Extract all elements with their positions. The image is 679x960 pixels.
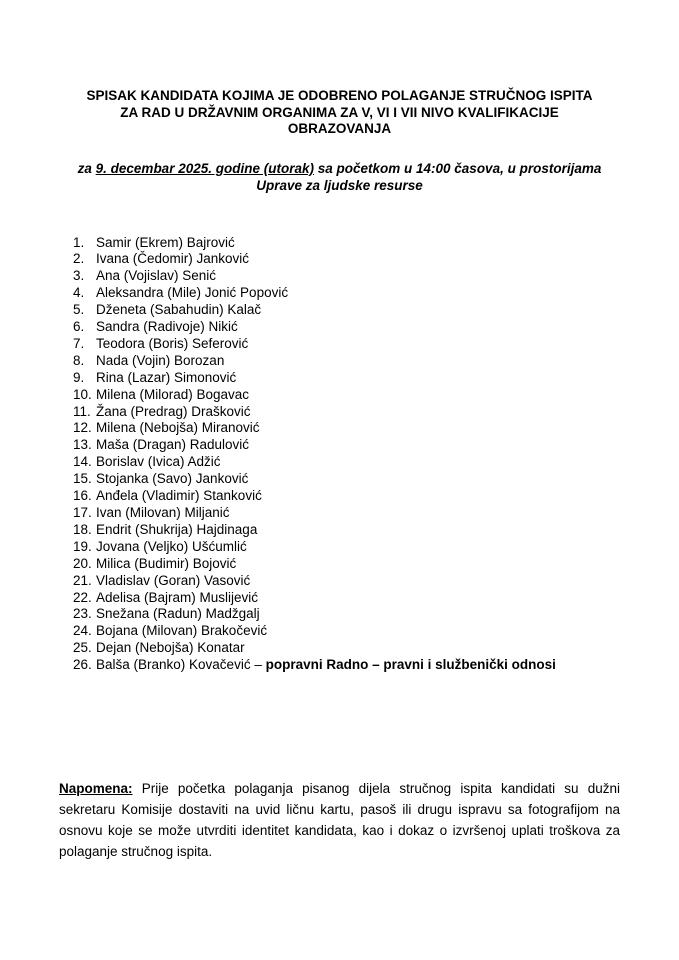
list-item	[73, 522, 620, 539]
list-item	[73, 539, 620, 556]
candidate-name: Samir (Ekrem) Bajrović	[96, 234, 235, 250]
candidate-name: Adelisa (Bajram) Muslijević	[96, 589, 259, 605]
candidate-entry	[96, 404, 251, 421]
list-item	[73, 302, 620, 319]
list-item	[73, 454, 620, 471]
candidate-entry	[96, 471, 248, 488]
candidate-name: Žana (Predrag) Drašković	[96, 403, 251, 419]
candidate-name: Dejan (Nebojša) Konatar	[96, 640, 245, 656]
candidate-entry	[96, 437, 249, 454]
session-info	[59, 160, 620, 195]
candidate-entry	[96, 251, 249, 268]
candidate-name: Snežana (Radun) Madžgalj	[96, 606, 260, 622]
item-number: 26.	[73, 657, 92, 673]
item-number: 12.	[73, 420, 92, 436]
item-number: 18.	[73, 521, 92, 537]
candidate-name: Maša (Dragan) Radulović	[96, 437, 250, 453]
list-item	[73, 404, 620, 421]
candidate-entry	[96, 657, 556, 674]
candidate-entry	[96, 387, 249, 404]
candidate-entry	[96, 370, 236, 387]
candidate-entry	[96, 623, 267, 640]
candidate-entry	[96, 302, 261, 319]
candidate-list	[73, 235, 620, 675]
candidate-entry	[96, 268, 216, 285]
candidate-entry	[96, 505, 230, 522]
list-item	[73, 640, 620, 657]
candidate-name: Ivan (Milovan) Miljanić	[96, 505, 230, 520]
item-number: 5.	[73, 302, 85, 318]
session-location: Uprave za ljudske resurse	[256, 178, 423, 193]
item-number: 22.	[73, 589, 92, 605]
item-number: 25.	[73, 640, 92, 656]
candidate-entry	[96, 640, 245, 657]
candidate-name: Ana (Vojislav) Senić	[96, 268, 217, 284]
candidate-name: Dženeta (Sabahudin) Kalač	[96, 302, 262, 318]
item-number: 13.	[73, 437, 92, 453]
list-item	[73, 437, 620, 454]
list-item	[73, 420, 620, 437]
candidate-name: Ivana (Čedomir) Janković	[96, 251, 250, 267]
list-item	[73, 285, 620, 302]
candidate-entry	[96, 336, 248, 353]
session-info-prefix: za	[77, 160, 96, 176]
item-number: 1.	[73, 234, 85, 250]
candidate-name: Nada (Vojin) Borozan	[96, 352, 225, 368]
list-item	[73, 590, 620, 607]
list-item	[73, 556, 620, 573]
candidate-entry	[96, 539, 247, 556]
candidate-entry	[96, 522, 257, 539]
item-number: 8.	[73, 352, 85, 368]
list-item	[73, 505, 620, 522]
list-item	[73, 370, 620, 387]
session-info-rest: sa početkom u 14:00 časova, u prostorijama	[313, 160, 602, 176]
candidate-name: Rina (Lazar) Simonović	[96, 369, 237, 385]
list-item	[73, 471, 620, 488]
title-line-2: ZA RAD U DRŽAVNIM ORGANIMA ZA V, VI I VII NIVO KVALIFIKACIJE	[120, 104, 559, 120]
candidate-name: Borislav (Ivica) Adžić	[96, 454, 221, 470]
candidate-entry	[96, 606, 260, 623]
list-item	[73, 251, 620, 268]
item-number: 2.	[73, 251, 85, 267]
item-number: 23.	[73, 606, 92, 622]
candidate-name: Vladislav (Goran) Vasović	[96, 572, 251, 588]
title-line-3: OBRAZOVANJA	[287, 121, 392, 136]
candidate-entry	[96, 488, 262, 505]
candidate-name: Bojana (Milovan) Brakočević	[96, 623, 268, 639]
list-item	[73, 657, 620, 674]
list-item	[73, 353, 620, 370]
candidate-entry	[96, 235, 235, 252]
list-item	[73, 488, 620, 505]
item-number: 16.	[73, 488, 92, 504]
candidate-name: Jovana (Veljko) Ušćumlić	[96, 538, 247, 554]
candidate-name: Anđela (Vladimir) Stanković	[96, 488, 262, 504]
list-item	[73, 623, 620, 640]
candidate-name: Balša (Branko) Kovačević –	[96, 657, 266, 673]
note-label: Napomena:	[59, 781, 133, 797]
list-item	[73, 319, 620, 336]
candidate-entry	[96, 420, 260, 437]
list-item	[73, 606, 620, 623]
candidate-name: Endrit (Shukrija) Hajdinaga	[96, 521, 258, 537]
candidate-name: Milena (Nebojša) Miranović	[96, 420, 260, 436]
item-number: 11.	[73, 403, 91, 419]
item-number: 14.	[73, 454, 92, 470]
candidate-entry	[96, 454, 221, 471]
session-date-underlined: 9. decembar 2025. godine (utorak)	[95, 160, 314, 176]
candidate-entry	[96, 590, 258, 607]
list-item	[73, 387, 620, 404]
list-item	[73, 336, 620, 353]
candidate-name: Stojanka (Savo) Janković	[96, 471, 249, 487]
candidate-entry	[96, 285, 288, 302]
candidate-entry	[96, 353, 224, 370]
list-item	[73, 268, 620, 285]
candidate-name: Milena (Milorad) Bogavac	[96, 386, 250, 402]
item-number: 24.	[73, 623, 92, 639]
item-number: 3.	[73, 268, 85, 284]
document-title	[59, 88, 620, 138]
item-number: 17.	[73, 505, 92, 520]
title-line-1: SPISAK KANDIDATA KOJIMA JE ODOBRENO POLAGANJE STRUČNOG ISPITA	[86, 88, 593, 103]
candidate-entry	[96, 573, 250, 590]
candidate-name: Aleksandra (Mile) Jonić Popović	[96, 285, 289, 301]
item-number: 15.	[73, 471, 92, 487]
candidate-entry	[96, 319, 238, 336]
item-number: 19.	[73, 538, 92, 554]
item-number: 6.	[73, 319, 85, 335]
candidate-name: Teodora (Boris) Seferović	[96, 335, 249, 351]
list-item	[73, 573, 620, 590]
note-text: Prije početka polaganja pisanog dijela stručnog ispita kandidati su dužni sekretaru Komisije dostaviti na uvid ličnu kartu, pasoš ili drugu ispravu sa fotografijom na osnovu koje se može utvrditi identitet kandidata, kao i dokaz o izvršenoj uplati troškova za polaganje stručnog ispita.	[59, 781, 620, 860]
candidate-entry	[96, 556, 236, 573]
candidate-name: Milica (Budimir) Bojović	[96, 555, 237, 571]
item-number: 21.	[73, 572, 92, 588]
candidate-name: Sandra (Radivoje) Nikić	[96, 319, 238, 335]
candidate-remark-bold: popravni Radno – pravni i službenički odnosi	[265, 657, 556, 673]
list-item	[73, 235, 620, 252]
item-number: 10.	[73, 386, 92, 402]
item-number: 20.	[73, 555, 92, 571]
note	[59, 778, 620, 862]
item-number: 4.	[73, 285, 85, 301]
item-number: 9.	[73, 369, 85, 385]
item-number: 7.	[73, 335, 85, 351]
